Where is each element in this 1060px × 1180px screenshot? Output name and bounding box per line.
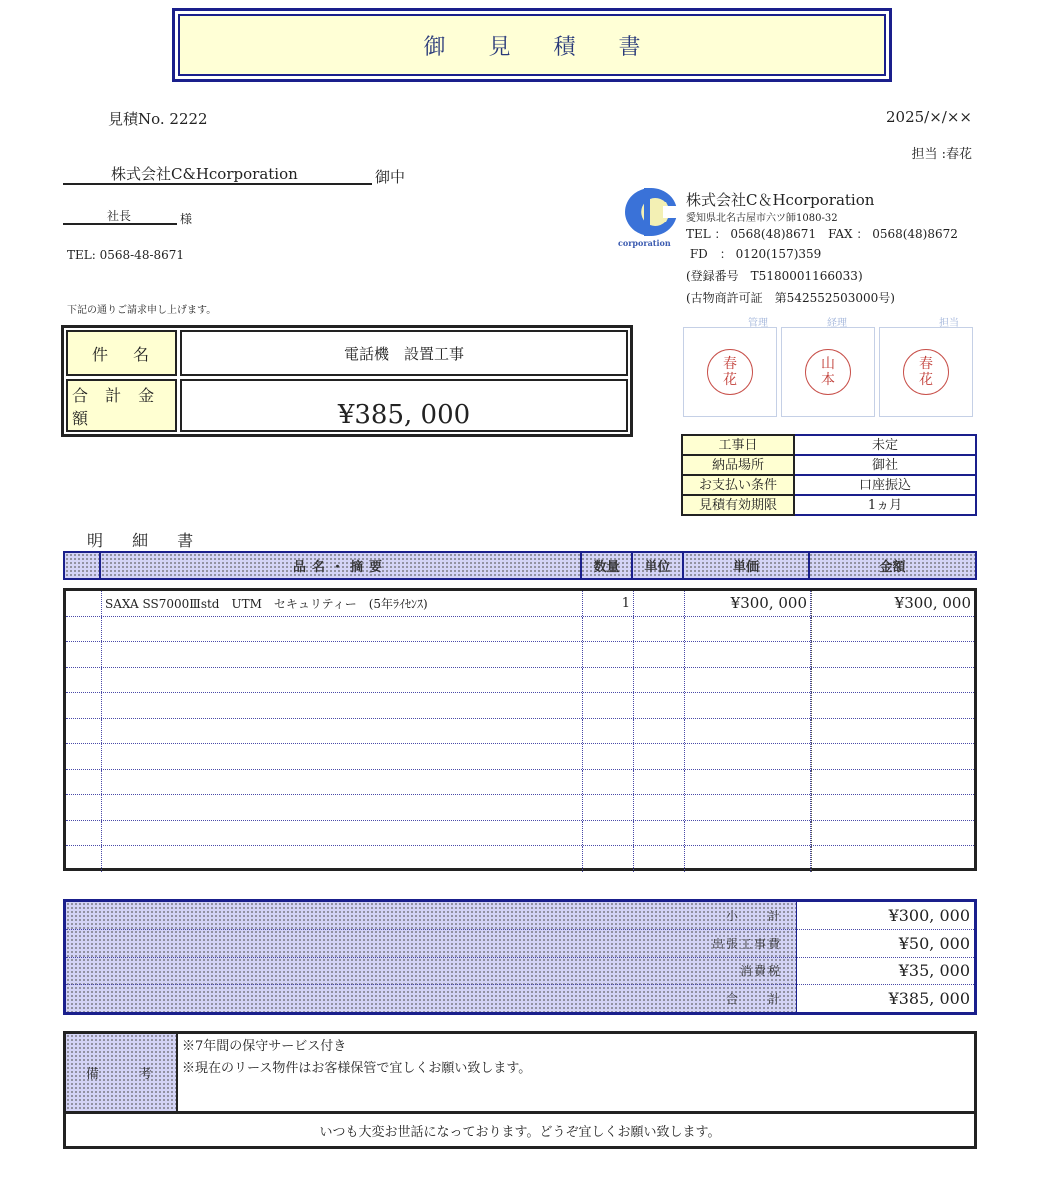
cell-item	[102, 744, 583, 769]
cell-unit	[634, 642, 685, 667]
grand-total-value: ¥385, 000	[888, 989, 970, 1009]
cell-amount	[811, 719, 974, 744]
condition-row	[682, 435, 976, 455]
issuer-name: 株式会社C＆Hcorporation	[686, 191, 875, 209]
table-row	[66, 744, 974, 770]
stamp-box-in-charge	[879, 327, 973, 417]
condition-value: 1ヵ月	[794, 495, 976, 515]
cell-amount	[811, 846, 974, 872]
issuer-registration: (登録番号 T5180001166033)	[686, 269, 863, 283]
cell-unit-price	[685, 642, 811, 667]
stamp-label-management: 管理	[748, 318, 768, 329]
recipient-person: 社長	[107, 209, 132, 223]
cell-amount	[811, 770, 974, 795]
remarks-box	[63, 1031, 977, 1149]
condition-row	[682, 475, 976, 495]
cell-no	[66, 668, 102, 693]
seal-icon	[805, 349, 851, 395]
header-col-qty: 数量	[582, 553, 633, 578]
cell-amount: ¥300, 000	[811, 591, 974, 616]
summary-labels	[66, 902, 796, 1012]
travel-fee-label: 出張工事費	[711, 936, 782, 951]
condition-key: 納品場所	[682, 455, 794, 475]
summary-values	[796, 902, 974, 1012]
detail-header	[63, 551, 977, 580]
subject-name-value: 電話機 設置工事	[180, 330, 628, 376]
header-col-no	[65, 553, 101, 578]
issuer-address: 愛知県北名古屋市六ツ師1080-32	[686, 213, 838, 224]
subtotal-label: 小 計	[725, 908, 782, 923]
estimate-number: 見積No. 2222	[108, 110, 208, 128]
cell-item	[102, 846, 583, 872]
summary-table	[63, 899, 977, 1015]
summary-label-row	[66, 902, 796, 930]
header-col-amount: 金額	[879, 560, 906, 575]
closing-message: いつも大変お世話になっております。どうぞ宜しくお願い致します。	[319, 1124, 721, 1140]
title-banner	[172, 8, 892, 82]
cell-qty	[583, 719, 634, 744]
recipient-person-suffix: 様	[180, 212, 193, 226]
cell-unit	[634, 770, 685, 795]
remarks-top	[66, 1034, 974, 1114]
cell-no	[66, 821, 102, 846]
table-row	[66, 591, 974, 617]
total-amount-label: 合 計 金 額	[66, 379, 177, 432]
cell-qty	[583, 846, 634, 872]
grand-total-label: 合 計	[725, 992, 782, 1007]
cell-unit	[634, 821, 685, 846]
cell-qty	[583, 821, 634, 846]
issuer-tel-fax: TEL ： 0568(48)8671 FAX ： 0568(48)8672	[686, 227, 958, 241]
cell-no	[66, 795, 102, 820]
summary-value-row	[797, 985, 974, 1012]
company-logo	[618, 186, 681, 250]
condition-row	[682, 495, 976, 515]
recipient-tel: TEL: 0568-48-8671	[67, 248, 185, 262]
cell-no	[66, 744, 102, 769]
table-row	[66, 668, 974, 694]
seal-icon	[903, 349, 949, 395]
header-col-unit-price: 単価	[684, 553, 810, 578]
cell-unit-price	[685, 617, 811, 642]
cell-unit	[634, 719, 685, 744]
cell-no	[66, 617, 102, 642]
cell-unit	[634, 744, 685, 769]
recipient-company-line	[63, 163, 372, 185]
cell-qty	[583, 770, 634, 795]
table-row	[66, 846, 974, 872]
seal-char: 花	[723, 372, 737, 388]
cell-amount	[811, 795, 974, 820]
cell-no	[66, 591, 102, 616]
stamp-box-management	[683, 327, 777, 417]
cell-item	[102, 821, 583, 846]
cell-unit	[634, 591, 685, 616]
cell-qty	[583, 668, 634, 693]
seal-char: 山	[821, 356, 835, 372]
cell-item	[102, 770, 583, 795]
total-amount-value: ¥385, 000	[180, 379, 628, 432]
cell-qty: 1	[583, 591, 634, 616]
cell-qty	[583, 693, 634, 718]
recipient-company-suffix: 御中	[375, 168, 406, 186]
cell-item	[102, 642, 583, 667]
condition-row	[682, 455, 976, 475]
cell-amount	[811, 617, 974, 642]
cell-qty	[583, 744, 634, 769]
staff-in-charge: 担当 :春花	[911, 147, 972, 162]
issuer-license: (古物商許可証 第542552503000号)	[686, 291, 895, 305]
cell-item	[102, 795, 583, 820]
seal-char: 春	[723, 356, 737, 372]
cell-unit-price	[685, 693, 811, 718]
remark-line: ※現在のリース物件はお客様保管で宜しくお願い致します。	[182, 1061, 532, 1076]
seal-char: 花	[919, 372, 933, 388]
recipient-company: 株式会社C&Hcorporation	[111, 165, 298, 183]
subject-box	[61, 325, 633, 437]
cell-unit-price	[685, 744, 811, 769]
seal-char: 春	[919, 356, 933, 372]
cell-qty	[583, 617, 634, 642]
cell-unit	[634, 668, 685, 693]
subtotal-value: ¥300, 000	[888, 905, 970, 925]
issuer-fd: FD ： 0120(157)359	[686, 247, 822, 261]
stamp-box-accounting	[781, 327, 875, 417]
header-col-item: 品名・摘要	[101, 553, 582, 578]
cell-unit-price	[685, 719, 811, 744]
cell-unit-price	[685, 821, 811, 846]
table-row	[66, 617, 974, 643]
condition-value: 未定	[794, 435, 976, 455]
summary-value-row	[797, 958, 974, 986]
cell-qty	[583, 642, 634, 667]
subject-name-label: 件 名	[66, 330, 177, 376]
cell-amount	[811, 668, 974, 693]
cell-no	[66, 642, 102, 667]
cell-no	[66, 846, 102, 872]
cell-item	[102, 668, 583, 693]
condition-key: 工事日	[682, 435, 794, 455]
cell-amount	[811, 693, 974, 718]
remarks-body	[178, 1034, 535, 1111]
document-title: 御 見 積 書	[423, 34, 659, 60]
stamp-label-accounting: 経理	[827, 318, 847, 329]
cell-unit	[634, 846, 685, 872]
cell-unit-price: ¥300, 000	[685, 591, 811, 616]
cell-qty	[583, 795, 634, 820]
summary-value-row	[797, 902, 974, 930]
seal-char: 本	[821, 372, 835, 388]
summary-value-row	[797, 930, 974, 958]
seal-icon	[707, 349, 753, 395]
remark-line: ※7年間の保守サービス付き	[182, 1039, 347, 1054]
table-row	[66, 642, 974, 668]
table-row	[66, 693, 974, 719]
title-inner	[178, 14, 886, 76]
cell-unit-price	[685, 770, 811, 795]
cell-item	[102, 719, 583, 744]
cell-unit	[634, 617, 685, 642]
condition-key: 見積有効期限	[682, 495, 794, 515]
cell-item	[102, 693, 583, 718]
table-row	[66, 719, 974, 745]
cell-amount	[811, 744, 974, 769]
table-row	[66, 821, 974, 847]
cell-amount	[811, 821, 974, 846]
cell-unit-price	[685, 846, 811, 872]
cell-unit	[634, 795, 685, 820]
tax-label: 消費税	[739, 964, 782, 979]
tax-value: ¥35, 000	[898, 961, 970, 981]
cell-no	[66, 693, 102, 718]
detail-section-title: 明 細 書	[87, 531, 206, 550]
cell-unit-price	[685, 668, 811, 693]
logo-text: corporation	[618, 238, 671, 248]
summary-label-row	[66, 930, 796, 958]
intro-text: 下記の通りご請求申し上げます。	[67, 305, 217, 316]
recipient-person-line	[63, 207, 177, 225]
cell-unit	[634, 693, 685, 718]
cell-item: SAXA SS7000Ⅲstd UTM セキュリティー (5年ﾗｲｾﾝｽ)	[102, 591, 583, 616]
cell-amount	[811, 642, 974, 667]
header-col-unit: 単位	[633, 553, 684, 578]
table-row	[66, 795, 974, 821]
condition-value: 口座振込	[794, 475, 976, 495]
cell-no	[66, 719, 102, 744]
travel-fee-value: ¥50, 000	[898, 933, 970, 953]
conditions-table	[681, 434, 977, 516]
detail-table	[63, 588, 977, 871]
condition-key: お支払い条件	[682, 475, 794, 495]
cell-item	[102, 617, 583, 642]
condition-value: 御社	[794, 455, 976, 475]
stamp-label-in-charge: 担当	[939, 318, 959, 329]
summary-label-row	[66, 985, 796, 1012]
table-row	[66, 770, 974, 796]
remarks-label: 備 考	[66, 1034, 178, 1111]
cell-unit-price	[685, 795, 811, 820]
estimate-date: 2025/×/××	[886, 108, 972, 126]
cell-no	[66, 770, 102, 795]
summary-label-row	[66, 958, 796, 986]
